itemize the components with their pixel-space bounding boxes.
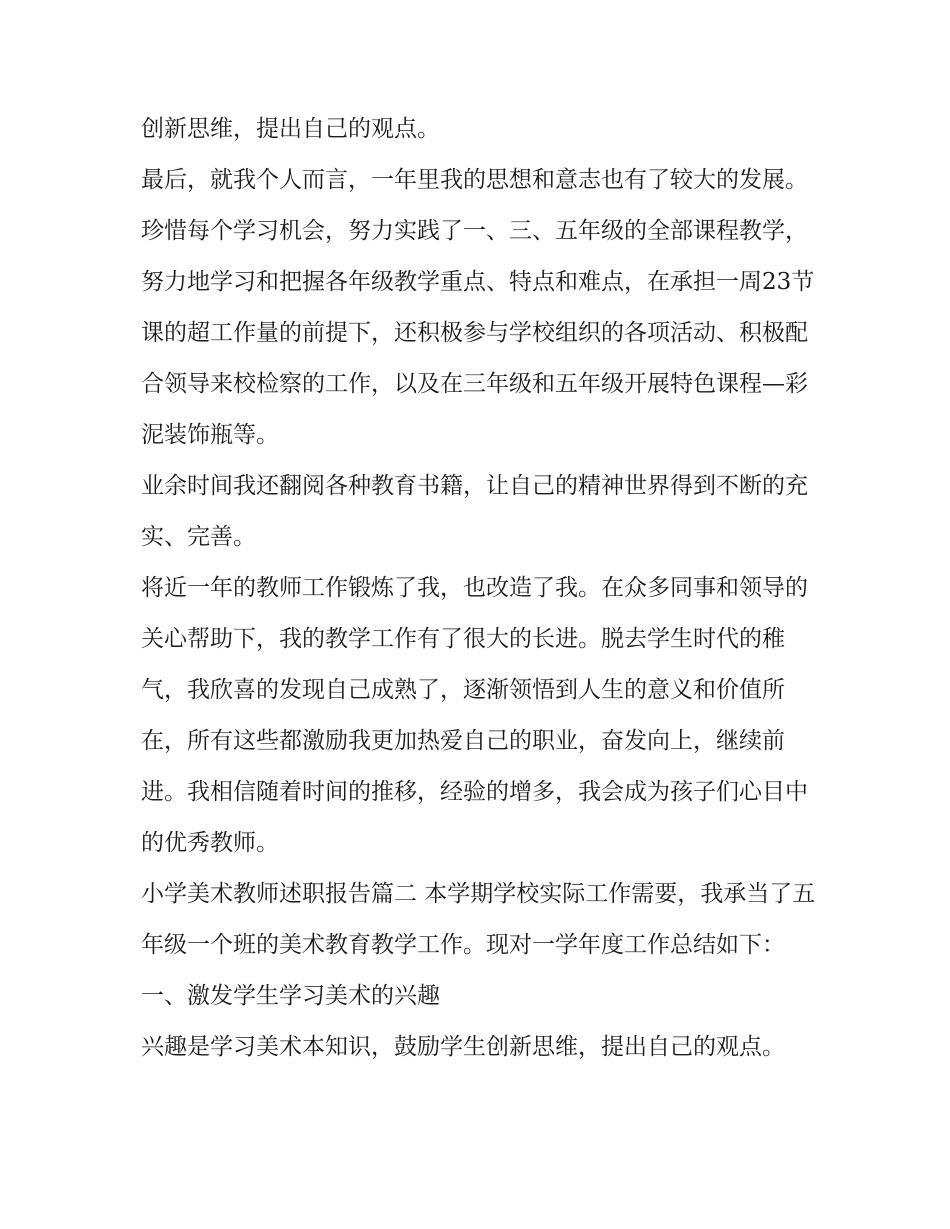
document-body: [141, 104, 821, 1073]
paragraph-3: 业余时间我还翻阅各种教育书籍，让自己的精神世界得到不断的充实、完善。: [141, 473, 808, 550]
paragraph-4: 将近一年的教师工作锻炼了我，也改造了我。在众多同事和领导的关心帮助下，我的教学工作有了很大的长进。脱去学生时代的稚气，我欣喜的发现自己成熟了，逐渐领悟到人生的意义和价值所在，所有这些都激励我更加热爱自己的职业，奋发向上，继续前进。我相信随着时间的推移，经验的增多，我会成为孩子们心目中的优秀教师。: [141, 575, 808, 856]
paragraph-5: 小学美术教师述职报告篇二 本学期学校实际工作需要，我承当了五年级一个班的美术教育教学工作。现对一学年度工作总结如下： 一、激发学生学习美术的兴趣: [141, 881, 816, 1009]
paragraph-6: 兴趣是学习美术本知识，鼓励学生创新思维，提出自己的观点。: [141, 1034, 785, 1060]
paragraph-1: 创新思维，提出自己的观点。: [141, 116, 440, 142]
paragraph-2: 最后，就我个人而言，一年里我的思想和意志也有了较大的发展。珍惜每个学习机会，努力实践了一、三、五年级的全部课程教学，努力地学习和把握各年级教学重点、特点和难点，在承担一周23节课的超工作量的前提下，还积极参与学校组织的各项活动、积极配合领导来校检察的工作，以及在三年级和五年级开展特色课程—彩泥装饰瓶等。: [141, 167, 815, 448]
